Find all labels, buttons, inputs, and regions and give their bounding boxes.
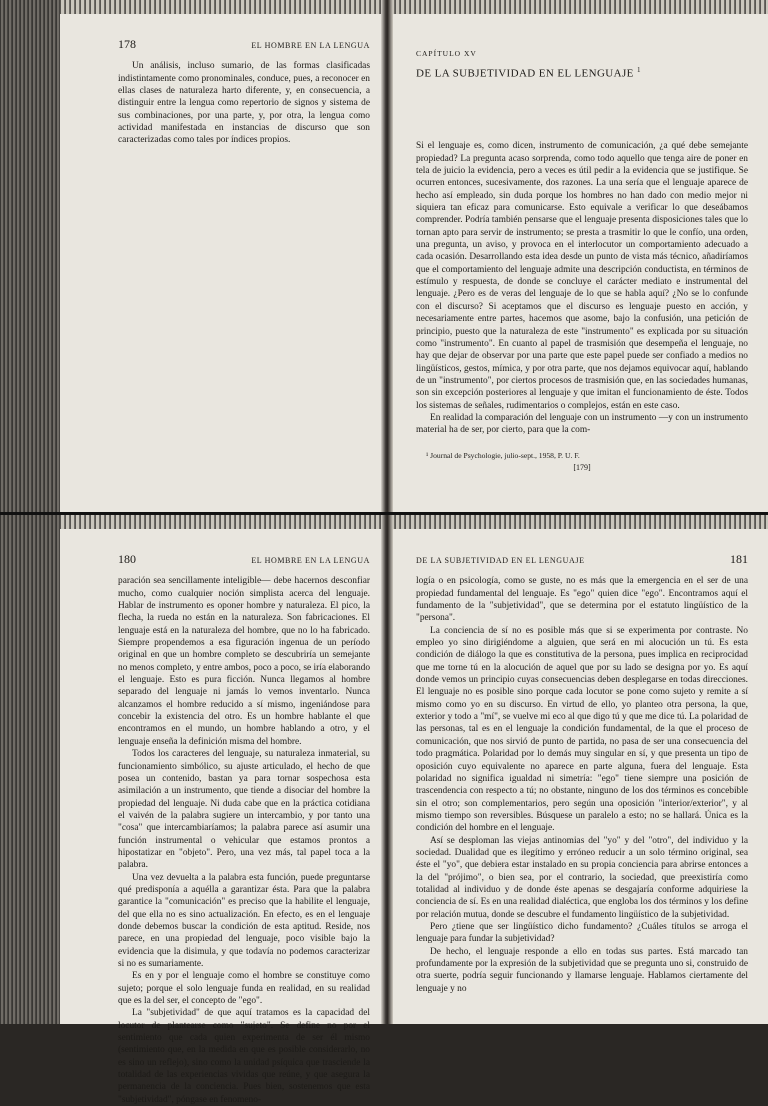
bottom-spread bbox=[0, 512, 768, 1105]
page-number: 180 bbox=[118, 552, 136, 566]
chapter-label: CAPÍTULO XV bbox=[416, 49, 477, 58]
page-header bbox=[118, 553, 370, 567]
paragraph: Pero ¿tiene que ser lingüístico dicho fundamento? ¿Cuáles títulos se arroga el lenguaje para fundar la subjetividad? bbox=[416, 921, 748, 945]
running-head: DE LA SUBJETIVIDAD EN EL LENGUAJE bbox=[416, 556, 585, 565]
paragraph: La conciencia de sí no es posible más que si se experimenta por contraste. No empleo yo sino dirigiéndome a alguien, que será en mi alocución un tú. Es esta condición de diálogo la que es constitutiva de la persona, pues implica en reciprocidad que me torne tú en la alocución de aquel que por su lado se designa por yo. Es aquí donde vemos un principio cuyas consecuencias deben desplegarse en todas direcciones. El lenguaje no es posible sino porque cada locutor se pone como sujeto y remite a sí mismo como yo en su discurso. En virtud de ello, yo planteo otra persona, la que, exterior y todo a "mí", se vuelve mi eco al que digo tú y que me dice tú. La polaridad de las personas, tal es en el lenguaje la condición fundamental, de la que el proceso de comunicación, que nos sirvió de punto de partida, no pasa de ser una consecuencia del todo pragmática. Polaridad por lo demás muy singular en sí, y que presenta un tipo de oposición cuyo equivalente no aparece en parte alguna, fuera del lenguaje. Esta polaridad no significa igualdad ni simetría: "ego" tiene siempre una posición de trascendencia con respecto a tú; no obstante, ninguno de los dos términos es concebible sin el otro; son complementarios, pero según una oposición "interior/exterior", y al mismo tiempo son reversibles. Búsquese un paralelo a esto; no se hallará. Única es la condición del hombre en el lenguaje. bbox=[416, 625, 748, 834]
footnote-marker: 1 bbox=[636, 66, 641, 75]
page-178 bbox=[118, 38, 370, 147]
paragraph: De hecho, el lenguaje responde a ello en todas sus partes. Está marcado tan profundamente por la expresión de la subjetividad que se pregunta uno si, construido de otra suerte, podría seguir funcionando y llamarse lenguaje. Hablamos ciertamente del lenguaje y no bbox=[416, 946, 748, 994]
page-header bbox=[416, 553, 748, 567]
footnote: ¹ Journal de Psychologie, julio-sept., 1958, P. U. F. bbox=[426, 450, 580, 460]
book-edge-top bbox=[60, 0, 768, 14]
top-spread bbox=[0, 0, 768, 512]
book-gutter bbox=[381, 0, 393, 512]
paragraph: Una vez devuelta a la palabra esta función, puede preguntarse qué predisponía a aquélla a garantizar ésta. Para que la palabra garantice la "comunicación" es preciso que la habilite el lenguaje, del que ella no es sino actualización. En efecto, es en el lenguaje donde debemos buscar la condición de esta aptitud. Reside, nos parece, en una propiedad del lenguaje, poco visible bajo la evidencia que la disimula, y que todavía no podemos caracterizar si no es sumariamente. bbox=[118, 872, 370, 969]
paragraph: Un análisis, incluso sumario, de las formas clasificadas indistintamente como pronominales, conduce, pues, a reconocer en ellas clases de naturaleza harto diferente, y, en consecuencia, a distinguir entre la lengua como repertorio de signos y sistema de sus combinaciones, por una parte, y, por otra, la lengua como actividad manifestada en instancias de discurso que son caracterizadas como tales por índices propios. bbox=[118, 61, 370, 146]
page-number: 181 bbox=[730, 552, 748, 566]
chapter-title bbox=[416, 64, 748, 80]
paragraph: logía o en psicología, como se guste, no es más que la emergencia en el ser de una propiedad fundamental del lenguaje. Es "ego" quien dice "ego". Encontramos aquí el fundamento de la "subjetividad", que se determina por el estatuto lingüístico de la "persona". bbox=[416, 576, 748, 624]
book-edge-top bbox=[60, 515, 768, 529]
page-number: 178 bbox=[118, 37, 136, 51]
chapter-title-text: DE LA SUBJETIVIDAD EN EL LENGUAJE bbox=[416, 68, 634, 80]
paragraph: paración sea sencillamente inteligible— debe hacernos desconfiar mucho, como cualquier noción simplista acerca del lenguaje. Hablar de instrumento es oponer hombre y naturaleza. El pico, la flecha, la rueda no están en la naturaleza. Son fabricaciones. El lenguaje está en la naturaleza del hombre, que no lo ha fabricado. Siempre propendemos a esa figuración ingenua de un período original en que un hombre completo se descubriría un semejante no menos completo, y entre ambos, poco a poco, se iría elaborando el lenguaje. Esto es pura ficción. Nunca llegamos al hombre separado del lenguaje ni jamás lo vemos inventarlo. Nunca alcanzamos el hombre reducido a sí mismo, ingeniándose para concebir la existencia del otro. Es un hombre hablante el que encontramos en el mundo, un hombre hablando a otro, y el lenguaje enseña la definición misma del hombre. bbox=[118, 576, 371, 747]
paragraph: Si el lenguaje es, como dicen, instrumento de comunicación, ¿a qué debe semejante propiedad? La pregunta acaso sorprenda, como todo aquello que tenga aire de poner en tela de juicio la evidencia, pero a veces es útil pedir a la evidencia que se justifique. Se ocurren entonces, sucesivamente, dos razones. La una sería que el lenguaje aparece de hecho así empleado, sin duda porque los hombres no han dado con medio mejor ni siquiera tan eficaz para comunicarse. Esto equivale a verificar lo que deseábamos comprender. Podría también pensarse que el lenguaje presenta disposiciones tales que lo tornan apto para servir de instrumento; se presta a trasmitir lo que le confío, una orden, una pregunta, un aviso, y provoca en el interlocutor un comportamiento adecuado a cada ocasión. Desarrollando esta idea desde un punto de vista más técnico, añadiríamos que el comportamiento del lenguaje admite una descripción conductista, en términos de estímulo y respuesta, de donde se concluye el carácter mediato e instrumental del lenguaje. ¿Pero es de veras del lenguaje de lo que se habla aquí? ¿No se lo confunde con el discurso? Si aceptamos que el discurso es lenguaje puesto en acción, y necesariamente entre partes, hacemos que asome, bajo la confusión, una petición de principio, puesto que la naturaleza de este "instrumento" es explicada por su situación como "instrumento". En cuanto al papel de trasmisión que desempeña el lenguaje, no hay que dejar de observar por una parte que este papel puede ser confiado a medios no lingüísticos, gestos, mímica, y por otra parte, que nos dejamos equivocar aquí, hablando de un "instrumento", por ciertos procesos de trasmisión que, en las sociedades humanas, son sin excepción posteriores al lenguaje y que imitan el funcionamiento de éste. Todos los sistemas de señales, rudimentarios o complejos, están en este caso. bbox=[416, 141, 748, 411]
page-180 bbox=[118, 553, 370, 1106]
running-head: EL HOMBRE EN LA LENGUA bbox=[251, 556, 370, 565]
book-edge-left bbox=[0, 515, 60, 1024]
book-edge-left bbox=[0, 0, 60, 512]
folio: [179] bbox=[573, 462, 591, 472]
page-179 bbox=[416, 38, 748, 474]
paragraph: Es en y por el lenguaje como el hombre se constituye como sujeto; porque el solo lenguaje funda en realidad, en su realidad que es la del ser, el concepto de "ego". bbox=[118, 971, 370, 1007]
paragraph: Así se desploman las viejas antinomias del "yo" y del "otro", del individuo y la sociedad. Dualidad que es ilegítimo y erróneo reducir a un solo término original, sea éste el "yo", que debiera estar instalado en su propia conciencia para abrirse entonces a la del "prójimo", o bien sea, por el contrario, la sociedad, que preexistiría como totalidad al individuo y de donde éste apenas se desgajaría conforme adquiriese la conciencia de sí. Es en una realidad dialéctica, que engloba los dos términos y los define por relación mutua, donde se descubre el fundamento lingüístico de la subjetividad. bbox=[416, 835, 748, 920]
paragraph: En realidad la comparación del lenguaje con un instrumento —y con un instrumento material ha de ser, por cierto, para que la com- bbox=[416, 412, 748, 436]
paragraph: Todos los caracteres del lenguaje, su naturaleza inmaterial, su funcionamiento simbólico, su ajuste articulado, el hecho de que posea un contenido, bastan ya para tornar sospechosa esta asimilación a un instrumento, que tiende a disociar del hombre la propiedad del lenguaje. Ni duda cabe que en la práctica cotidiana el vaivén de la palabra sugiere un intercambio, y por tanto una "cosa" que intercambiaríamos; la palabra parece así asumir una función instrumental o vehicular que estamos prontos a hipostatizar en "objeto". Pero, una vez más, tal papel toca a la palabra. bbox=[118, 749, 370, 871]
page-181 bbox=[416, 553, 748, 995]
running-head: EL HOMBRE EN LA LENGUA bbox=[251, 41, 370, 50]
book-gutter bbox=[381, 515, 393, 1024]
page-header bbox=[118, 38, 370, 52]
paragraph: La "subjetividad" de que aquí tratamos es la capacidad del locutor de plantearse como "sujeto". Se define no por el sentimiento que cada quien experimenta de ser él mismo (sentimiento que, en la medida en que es posible considerarlo, no es sino un reflejo), sino como la unidad psíquica que trasciende la totalidad de las experiencias vividas que reúne, y que asegura la permanencia de la conciencia. Pues bien, sostenemos que esta "subjetividad", póngase en fenomeno- bbox=[118, 1008, 370, 1105]
